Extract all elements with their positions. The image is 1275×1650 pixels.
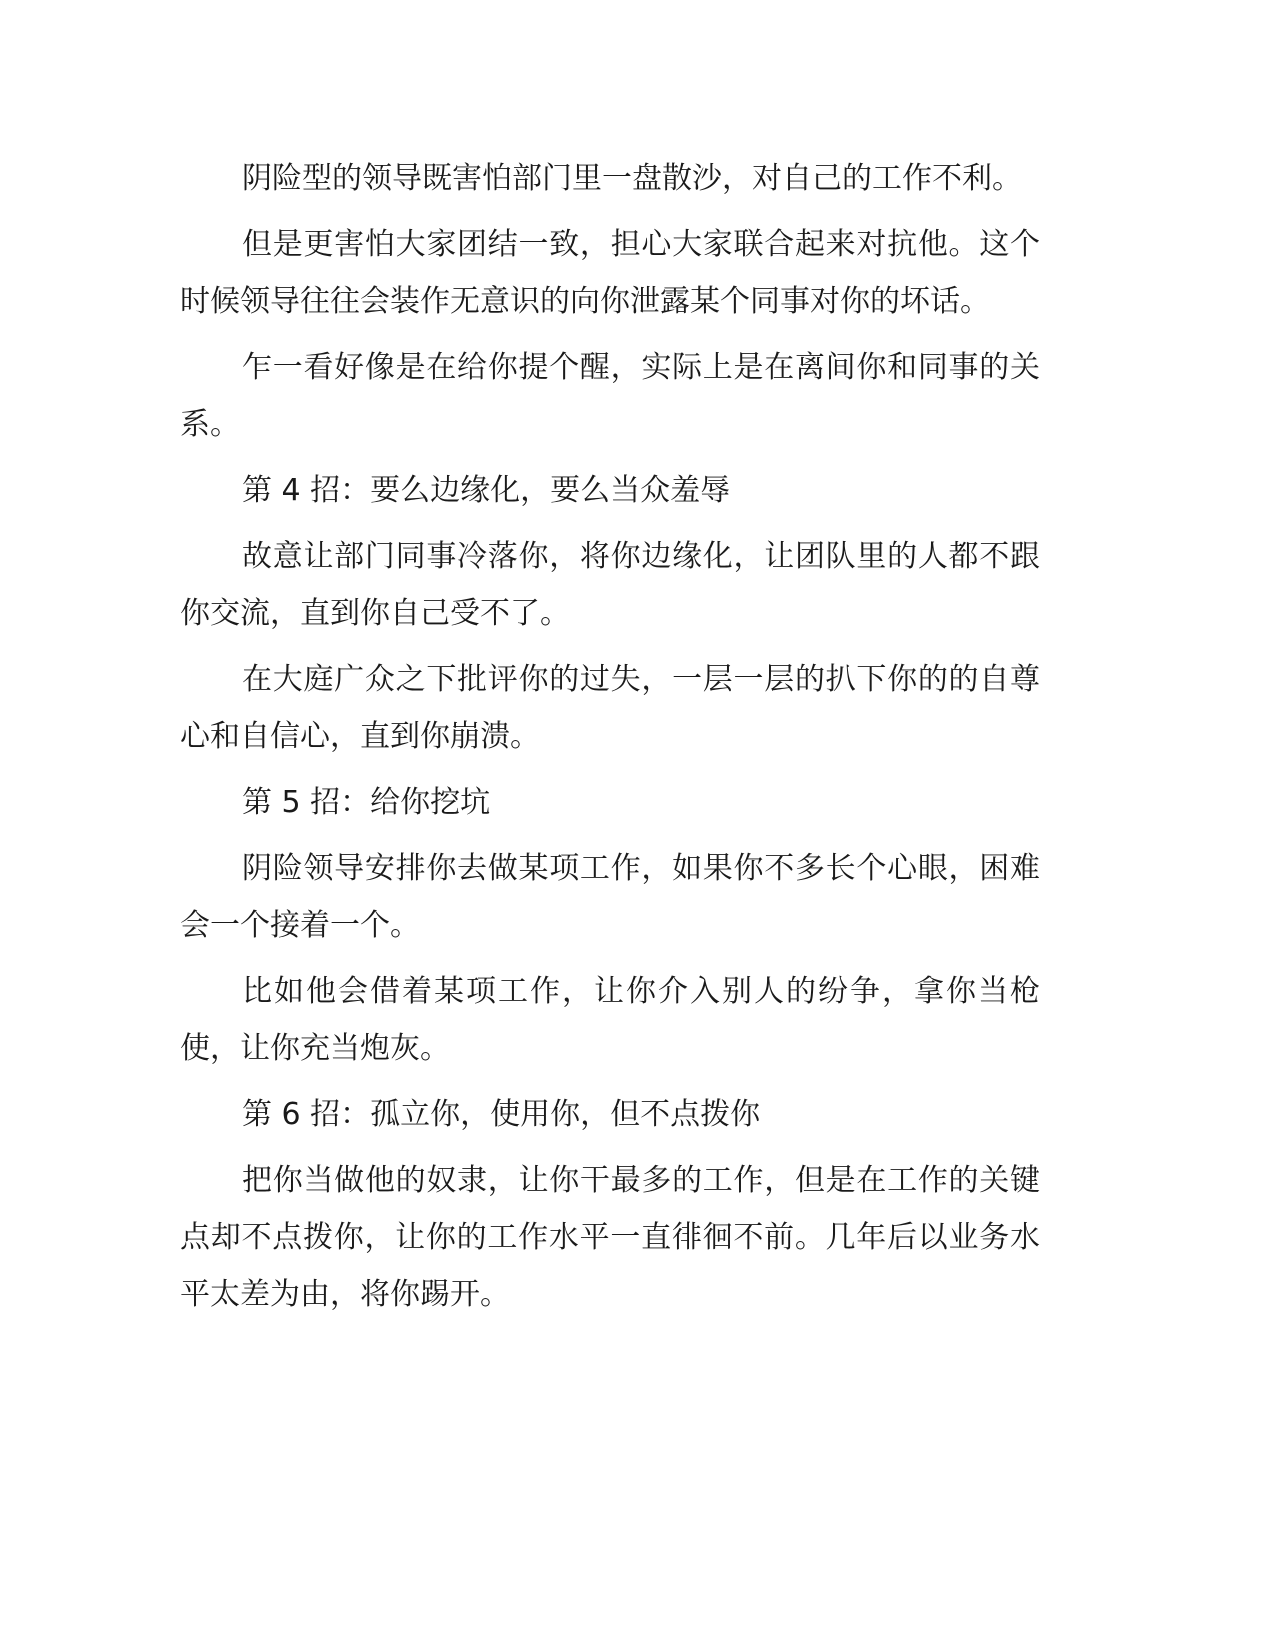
paragraph-11: 把你当做他的奴隶，让你干最多的工作，但是在工作的关键点却不点拨你，让你的工作水平一直徘徊不前。几年后以业务水平太差为由，将你踢开。	[180, 1163, 1040, 1312]
paragraph-6: 在大庭广众之下批评你的过失，一层一层的扒下你的的自尊心和自信心，直到你崩溃。	[180, 662, 1040, 754]
section-heading-6: 第 6 招：孤立你，使用你，但不点拨你	[242, 1097, 761, 1132]
section-heading-5: 第 5 招：给你挖坑	[242, 785, 491, 820]
paragraph-1: 阴险型的领导既害怕部门里一盘散沙，对自己的工作不利。	[242, 161, 1022, 196]
paragraph-3: 乍一看好像是在给你提个醒，实际上是在离间你和同事的关系。	[180, 350, 1040, 442]
paragraph-9: 比如他会借着某项工作，让你介入别人的纷争，拿你当枪使，让你充当炮灰。	[180, 974, 1040, 1066]
paragraph-2: 但是更害怕大家团结一致，担心大家联合起来对抗他。这个时候领导往往会装作无意识的向你泄露某个同事对你的坏话。	[180, 227, 1040, 319]
paragraph-5: 故意让部门同事冷落你，将你边缘化，让团队里的人都不跟你交流，直到你自己受不了。	[180, 539, 1040, 631]
paragraph-8: 阴险领导安排你去做某项工作，如果你不多长个心眼，困难会一个接着一个。	[180, 851, 1040, 943]
document-body	[180, 150, 1040, 1332]
section-heading-4: 第 4 招：要么边缘化，要么当众羞辱	[242, 473, 731, 508]
